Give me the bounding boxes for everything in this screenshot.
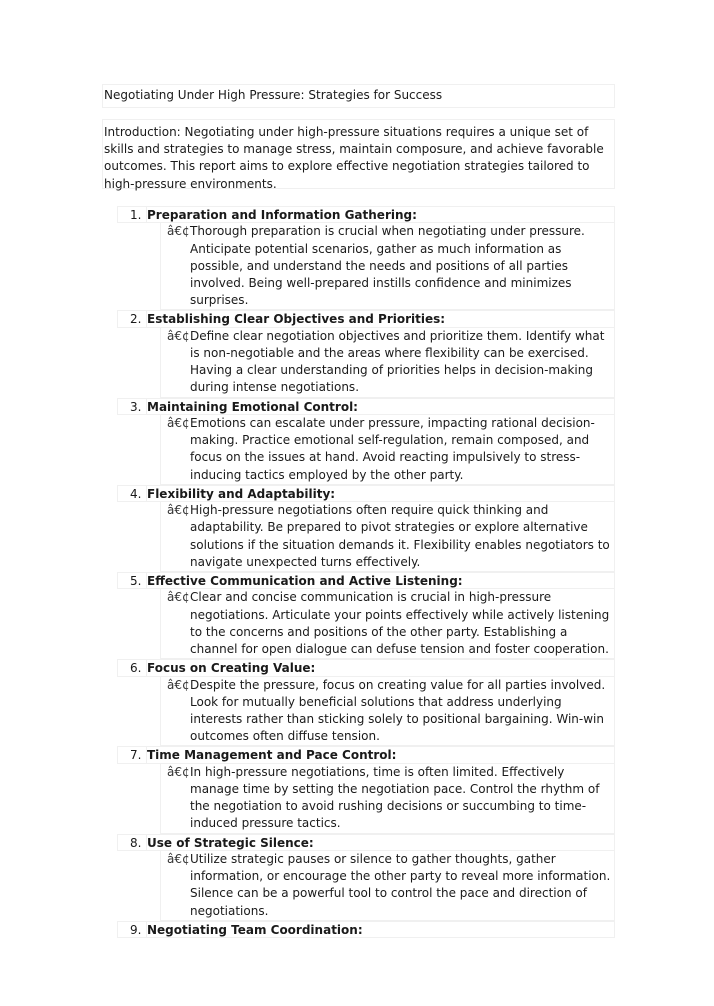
list-item-heading-row [117,659,615,676]
list-item-detail [160,764,615,834]
list-item-number-text: 6. [130,661,142,676]
list-item-detail [160,223,615,310]
list-item-heading-row [117,310,615,327]
list-item-heading-row [117,834,615,851]
list-item-heading: Flexibility and Adaptability: [147,486,336,501]
list-item-detail-row [117,502,615,572]
bullet-glyph: â€¢ [167,590,190,605]
list-item-heading: Use of Strategic Silence: [147,835,314,850]
list-item-detail-text: Thorough preparation is crucial when negotiating under pressure. Anticipate potential scenarios, gather as much information as possible, and understand the needs and positions of all parties involved. Being well-prepared instills confidence and minimizes surprises. [190,224,585,308]
list-item-indent [117,851,160,921]
list-item-detail-row [117,589,615,659]
list-item-detail-text: Despite the pressure, focus on creating value for all parties involved. Look for mutually beneficial solutions that address underlying interests rather than sticking solely to positional bargaining. Win-win outcomes often diffuse tension. [190,677,606,744]
list-item-number [118,399,147,414]
list-item-detail [160,589,615,659]
list-item-detail-row [117,677,615,747]
bullet-glyph: â€¢ [167,764,190,779]
strategy-list [117,206,615,938]
list-item-number [118,660,147,675]
list-item-heading-row [117,485,615,502]
list-item-number [118,922,147,937]
list-item-number [118,573,147,588]
list-item-detail-text: Define clear negotiation objectives and prioritize them. Identify what is non-negotiable and the areas where flexibility can be exercised. Having a clear understanding of priorities helps in decision-making during intense negotiations. [190,328,605,395]
list-item-heading-row [117,398,615,415]
list-item-number-text: 2. [130,312,142,327]
list-item-indent [117,764,160,834]
bullet-glyph: â€¢ [167,503,190,518]
list-item-detail-row [117,851,615,921]
list-item [117,572,615,659]
list-item-number [118,486,147,501]
list-item-heading: Time Management and Pace Control: [147,748,397,763]
list-item-indent [117,502,160,572]
list-item-heading-row [117,206,615,223]
list-item-detail [160,502,615,572]
list-item-indent [117,328,160,398]
list-item-detail-text: Clear and concise communication is crucial in high-pressure negotiations. Articulate your points effectively while actively listening to the concerns and positions of the other party. Establishing a channel for open dialogue can defuse tension and foster cooperation. [190,590,610,657]
bullet-glyph: â€¢ [167,852,190,867]
list-item [117,485,615,572]
document-page [102,84,615,938]
list-item-heading-row [117,746,615,763]
list-item-indent [117,223,160,310]
list-item [117,834,615,921]
list-item [117,206,615,310]
bullet-glyph: â€¢ [167,416,190,430]
list-item-heading: Negotiating Team Coordination: [147,922,363,937]
bullet-glyph: â€¢ [167,677,190,692]
introduction-paragraph: Introduction: Negotiating under high-pressure situations requires a unique set of skills and strategies to manage stress, maintain composure, and achieve favorable outcomes. This report aims to explore effective negotiation strategies tailored to high-pressure environments. [102,119,615,189]
list-item-detail-text: High-pressure negotiations often require quick thinking and adaptability. Be prepared to pivot strategies or explore alternative solutions if the situation demands it. Flexibility enables negotiators to navigate unexpected turns effectively. [190,503,610,569]
list-item [117,310,615,397]
list-item-heading: Preparation and Information Gathering: [147,208,417,222]
list-item-number-text: 3. [130,399,142,414]
list-item-indent [117,677,160,747]
list-item-heading: Maintaining Emotional Control: [147,399,358,414]
list-item-number [118,207,147,222]
list-item-detail-text: In high-pressure negotiations, time is often limited. Effectively manage time by setting the negotiation pace. Control the rhythm of the negotiation to avoid rushing decisions or succumbing to time-induced pressure tactics. [190,764,600,831]
list-item-number-text: 7. [130,748,142,763]
list-item-detail-row [117,223,615,310]
list-item-detail [160,415,615,485]
list-item-number-text: 8. [130,835,142,850]
list-item-detail-text: Utilize strategic pauses or silence to gather thoughts, gather information, or encourage the other party to reveal more information. Silence can be a powerful tool to control the pace and direction of negotiations. [190,852,611,918]
list-item-detail-row [117,764,615,834]
list-item-number-text: 5. [130,574,142,589]
list-item-heading: Focus on Creating Value: [147,661,316,676]
list-item-number [118,835,147,850]
list-item-detail [160,328,615,398]
list-item-detail [160,851,615,921]
list-item-indent [117,589,160,659]
list-item-heading-row [117,921,615,938]
list-item-detail-text: Emotions can escalate under pressure, impacting rational decision-making. Practice emotional self-regulation, remain composed, and focus on the issues at hand. Avoid reacting impulsively to stress-inducing tactics employed by the other party. [190,416,595,482]
list-item-heading-row [117,572,615,589]
list-item-heading: Effective Communication and Active Listening: [147,574,463,589]
list-item-detail [160,677,615,747]
list-item [117,921,615,938]
list-item-number-text: 4. [130,486,142,501]
list-item-detail-row [117,328,615,398]
list-item [117,746,615,833]
list-item-detail-row [117,415,615,485]
list-item-number-text: 9. [130,922,142,937]
list-item-heading: Establishing Clear Objectives and Priorities: [147,312,446,327]
list-item-number [118,311,147,326]
document-title: Negotiating Under High Pressure: Strategies for Success [102,84,615,108]
list-item-number [118,747,147,762]
list-item [117,659,615,746]
list-item-number-text: 1. [130,208,142,222]
bullet-glyph: â€¢ [167,224,190,239]
list-item [117,398,615,485]
list-item-indent [117,415,160,485]
bullet-glyph: â€¢ [167,328,190,343]
